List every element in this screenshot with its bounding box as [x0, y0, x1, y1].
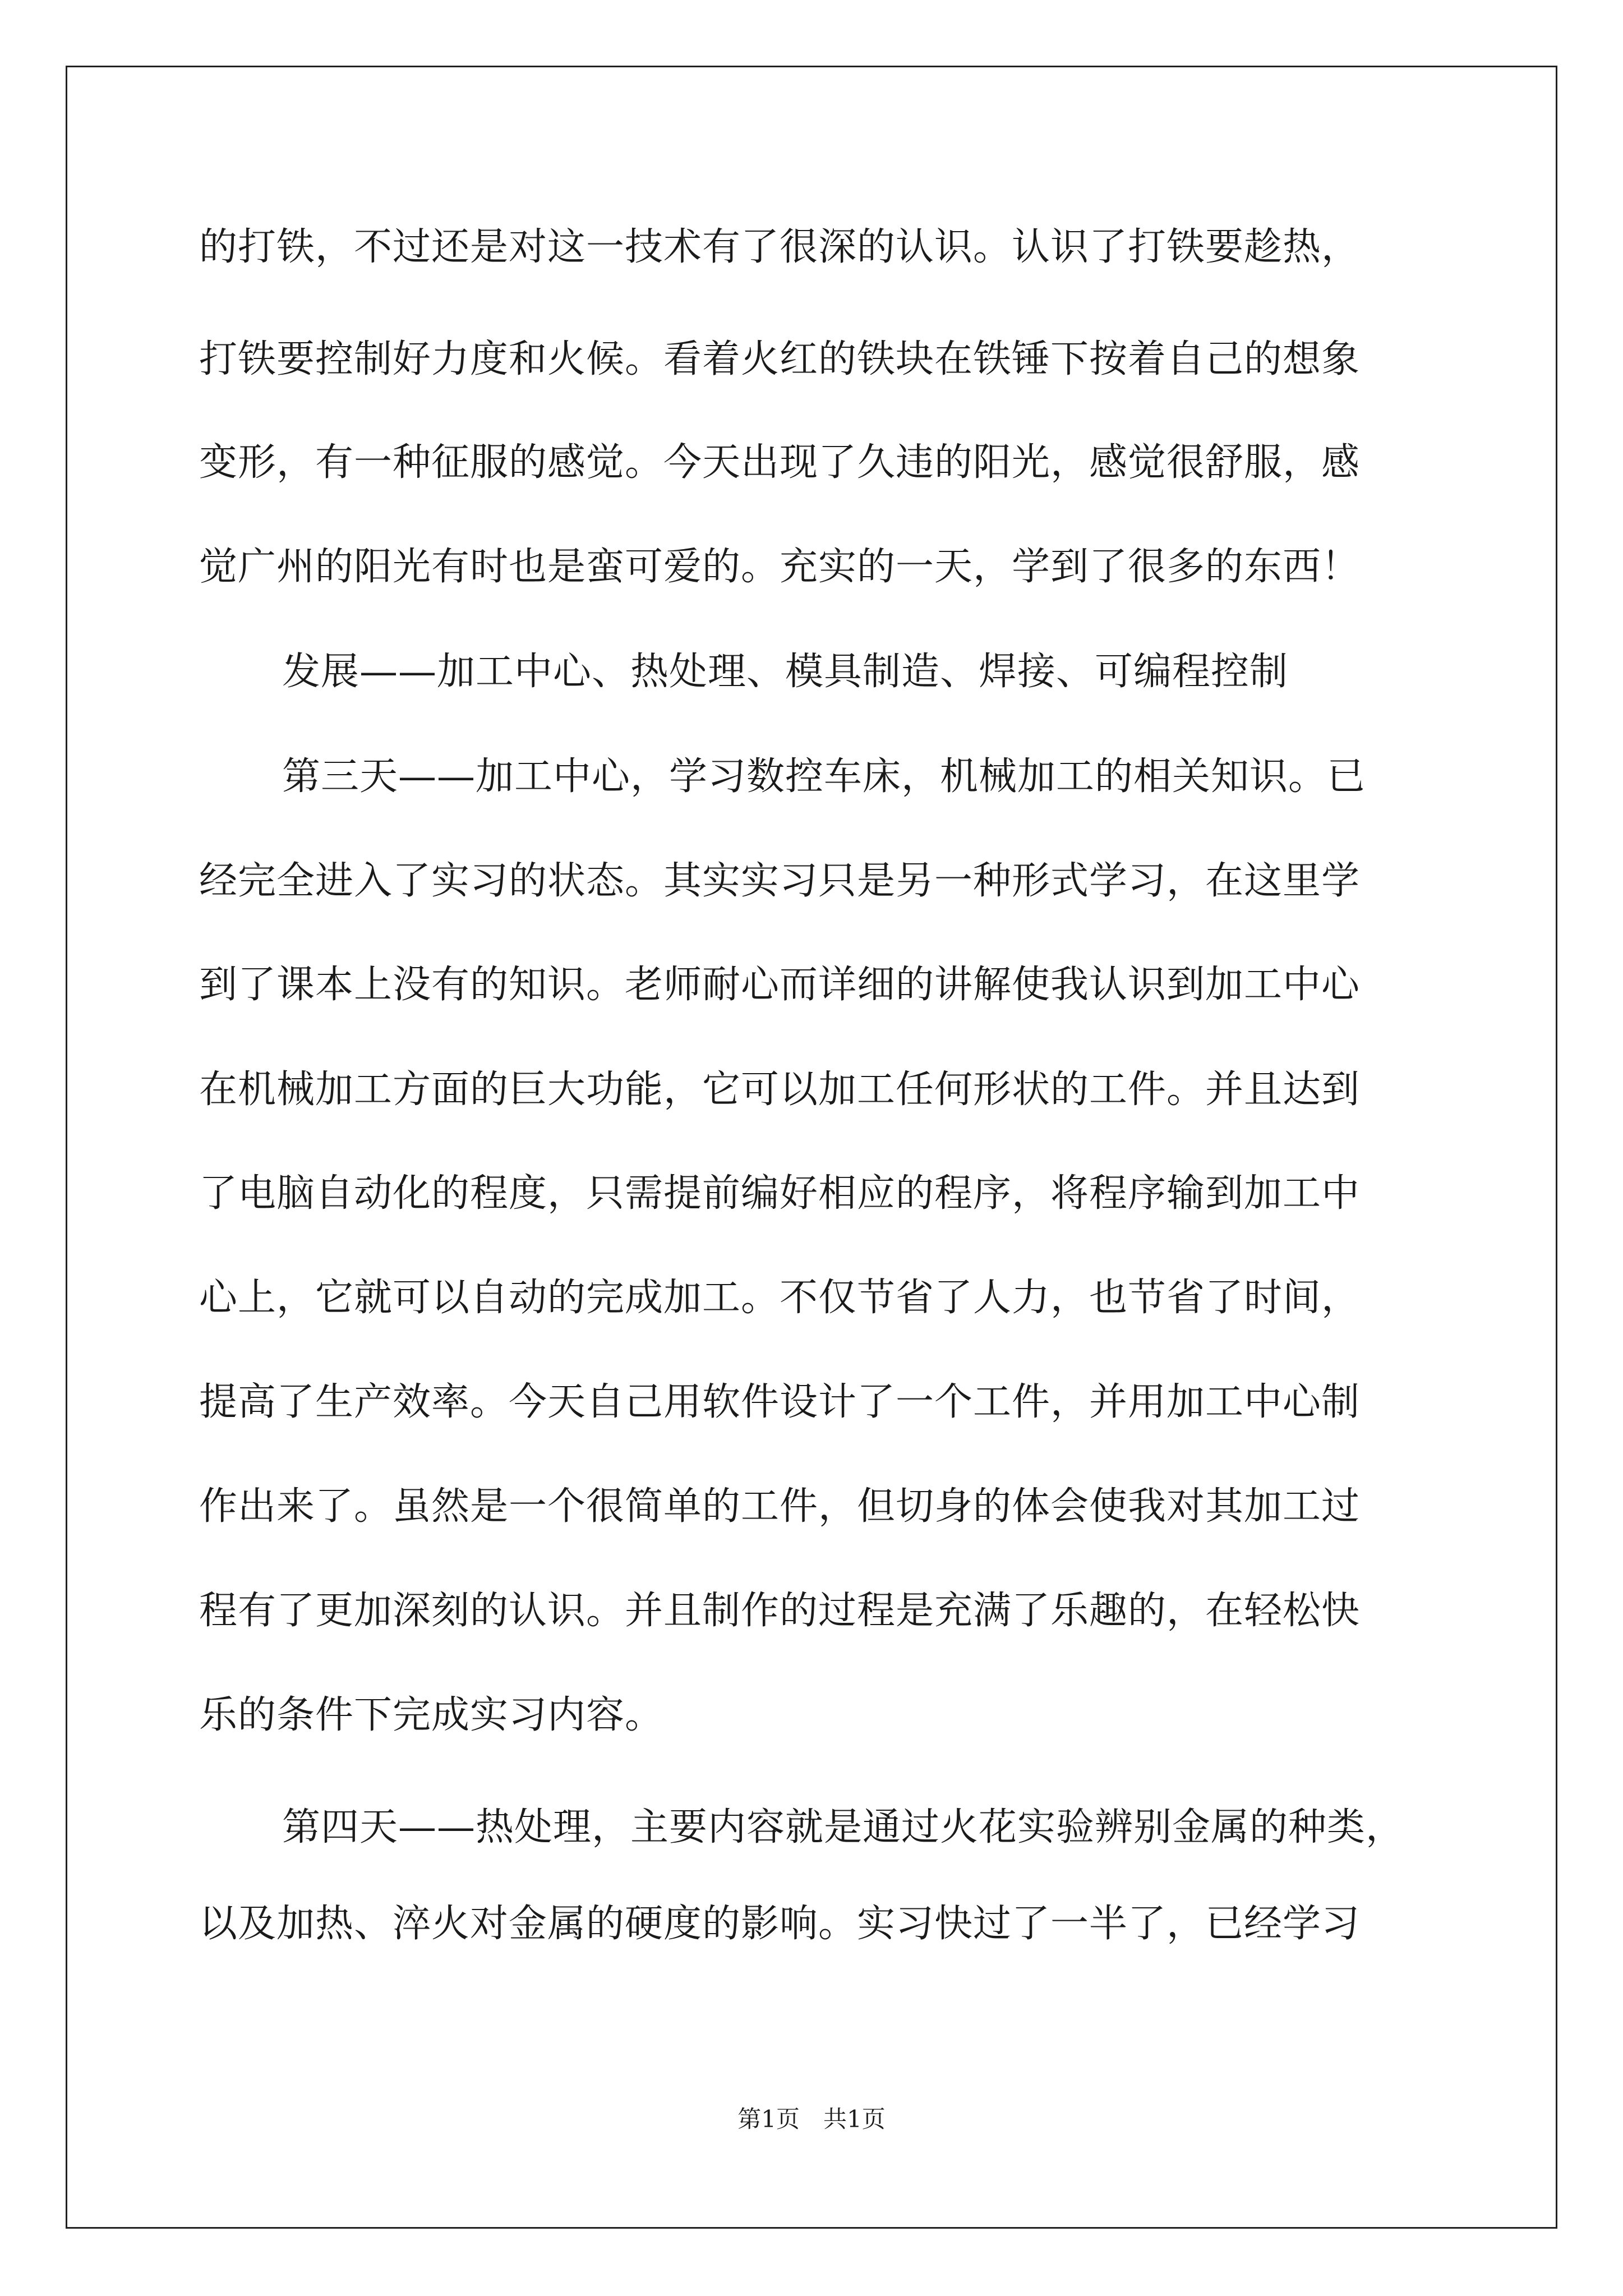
text-line: 了电脑自动化的程度，只需提前编好相应的程序，将程序输到加工中 — [199, 1171, 1361, 1216]
paragraph-first-line: 第四天——热处理，主要内容就是通过火花实验辨别金属的种类， — [282, 1805, 1405, 1849]
text-line: 作出来了。虽然是一个很简单的工件，但切身的体会使我对其加工过 — [199, 1484, 1361, 1529]
text-line: 的打铁，不过还是对这一技术有了很深的认识。认识了打铁要趁热， — [199, 225, 1361, 269]
page-footer: 第1页 共1页 — [737, 2105, 886, 2133]
text-line: 在机械加工方面的巨大功能，它可以加工任何形状的工件。并且达到 — [199, 1068, 1361, 1112]
paragraph-first-line: 发展——加工中心、热处理、模具制造、焊接、可编程控制 — [282, 650, 1289, 694]
text-line: 提高了生产效率。今天自己用软件设计了一个工件，并用加工中心制 — [199, 1380, 1361, 1424]
text-line: 程有了更加深刻的认识。并且制作的过程是充满了乐趣的，在轻松快 — [199, 1589, 1361, 1633]
text-line: 觉广州的阳光有时也是蛮可爱的。充实的一天，学到了很多的东西！ — [199, 545, 1361, 589]
text-line: 以及加热、淬火对金属的硬度的影响。实习快过了一半了，已经学习 — [199, 1902, 1361, 1946]
text-line: 乐的条件下完成实习内容。 — [199, 1693, 664, 1737]
text-line: 经完全进入了实习的状态。其实实习只是另一种形式学习，在这里学 — [199, 859, 1361, 903]
text-line: 到了课本上没有的知识。老师耐心而详细的讲解使我认识到加工中心 — [199, 963, 1361, 1007]
paragraph-first-line: 第三天——加工中心，学习数控车床，机械加工的相关知识。已 — [282, 754, 1366, 799]
text-line: 心上，它就可以自动的完成加工。不仅节省了人力，也节省了时间， — [199, 1276, 1361, 1320]
text-line: 变形，有一种征服的感觉。今天出现了久违的阳光，感觉很舒服，感 — [199, 440, 1361, 485]
text-line: 打铁要控制好力度和火候。看着火红的铁块在铁锤下按着自己的想象 — [199, 337, 1361, 381]
